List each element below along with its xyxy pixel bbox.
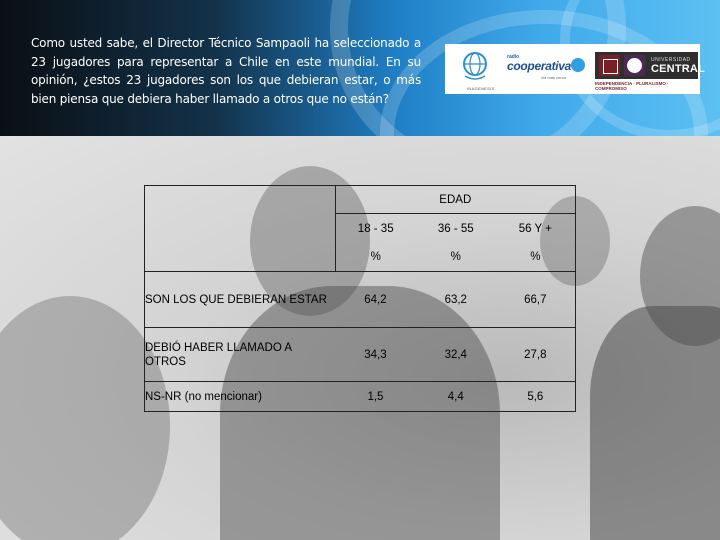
uc-name-text: CENTRAL bbox=[651, 63, 705, 75]
uc-top-text: UNIVERSIDAD bbox=[651, 57, 691, 63]
cooperativa-tagline: vía más cerca bbox=[541, 75, 566, 80]
table-row bbox=[145, 382, 576, 412]
unit-cell: % bbox=[370, 251, 381, 263]
column-header: 36 - 55 bbox=[437, 222, 474, 235]
table-header-row bbox=[145, 186, 576, 214]
cooperativa-wordmark: cooperativa bbox=[507, 59, 572, 73]
table-cell: 34,3 bbox=[335, 328, 416, 382]
unit-cell: % bbox=[496, 243, 576, 272]
group-header-edad: EDAD bbox=[335, 186, 575, 214]
table-cell: 66,7 bbox=[496, 272, 576, 328]
header-empty-cell bbox=[145, 186, 336, 272]
table-row bbox=[145, 328, 576, 382]
row-label: SON LOS QUE DEBIERAN ESTAR bbox=[145, 272, 336, 328]
unit-cell: % bbox=[450, 251, 461, 263]
globe-icon bbox=[459, 50, 491, 84]
survey-question: Como usted sabe, el Director Técnico Sampaoli ha seleccionado a 23 jugadores para representar a Chile en este mundial. En su opinión, ¿estos 23 jugadores son los que debieran estar, o más bien piensa que debiera haber llamado a otros que no están? bbox=[31, 36, 421, 106]
results-table bbox=[144, 185, 576, 412]
table-cell: 4,4 bbox=[416, 382, 496, 412]
instituto-logo bbox=[459, 50, 495, 91]
instituto-logo-text: INAGENESIS bbox=[467, 86, 495, 91]
table-cell: 32,4 bbox=[416, 328, 496, 382]
row-label: DEBIÓ HABER LLAMADO A OTROS bbox=[145, 328, 336, 382]
row-label: NS-NR (no mencionar) bbox=[145, 382, 336, 412]
table-cell: 63,2 bbox=[416, 272, 496, 328]
cooperativa-logo bbox=[507, 54, 587, 82]
photo-figure bbox=[590, 306, 720, 540]
uc-emblem-icon bbox=[599, 55, 620, 76]
table-cell: 5,6 bbox=[496, 382, 576, 412]
logos-strip bbox=[445, 44, 705, 94]
column-header: 18 - 35 bbox=[357, 222, 394, 235]
cooperativa-circle-icon bbox=[571, 58, 585, 72]
table-cell: 27,8 bbox=[496, 328, 576, 382]
results-table-wrapper bbox=[144, 185, 576, 407]
table-row bbox=[145, 272, 576, 328]
uc-circle-icon bbox=[624, 55, 645, 76]
uc-motto-text: INDEPENDENCIA · PLURALISMO · COMPROMISO bbox=[595, 81, 669, 91]
table-cell: 1,5 bbox=[335, 382, 416, 412]
cooperativa-small-text: radio bbox=[507, 54, 520, 60]
universidad-central-logo bbox=[595, 52, 705, 79]
column-header: 56 Y + bbox=[496, 214, 576, 244]
table-cell: 64,2 bbox=[335, 272, 416, 328]
header-banner bbox=[0, 0, 720, 136]
